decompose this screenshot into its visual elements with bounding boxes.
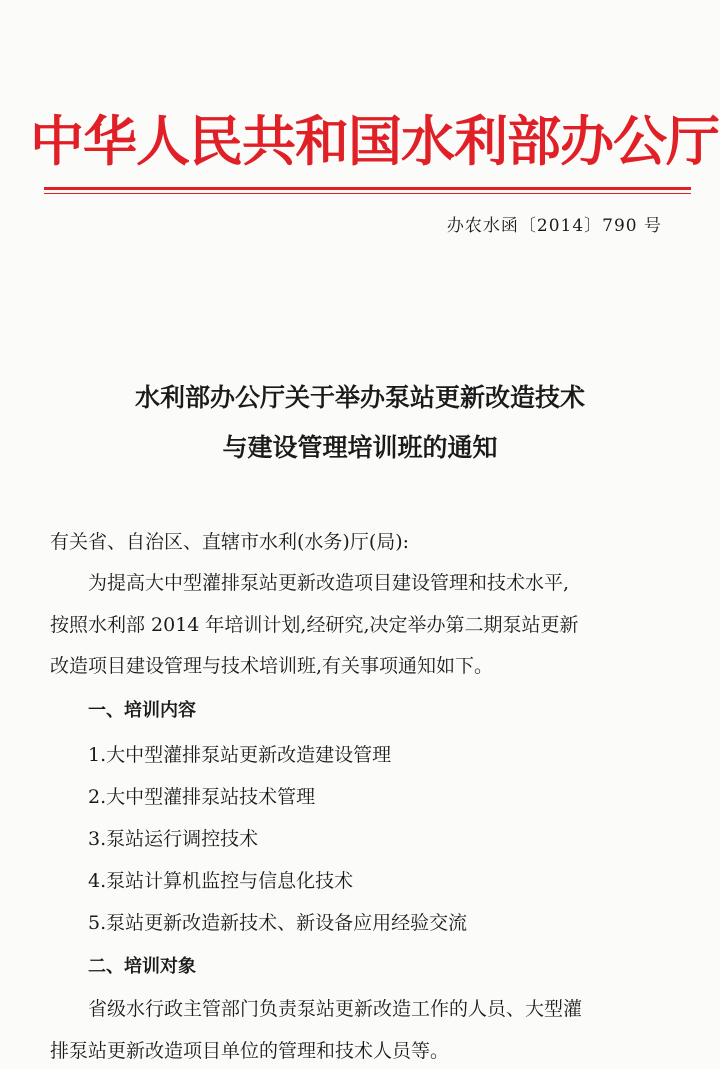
notice-title-line-2: 与建设管理培训班的通知 bbox=[222, 433, 498, 462]
salutation: 有关省、自治区、直辖市水利(水务)厅(局): bbox=[50, 531, 410, 553]
content-item-3: 3.泵站运行调控技术 bbox=[88, 828, 259, 850]
intro-line-1: 为提高大中型灌排泵站更新改造项目建设管理和技术水平, bbox=[88, 572, 570, 594]
red-header-rule-thin bbox=[44, 193, 691, 194]
content-item-2: 2.大中型灌排泵站技术管理 bbox=[88, 786, 316, 808]
content-item-5: 5.泵站更新改造新技术、新设备应用经验交流 bbox=[88, 912, 468, 934]
section-heading-training-target: 二、培训对象 bbox=[88, 956, 196, 977]
target-line-1: 省级水行政主管部门负责泵站更新改造工作的人员、大型灌 bbox=[88, 998, 583, 1020]
document-number: 办农水函〔2014〕790 号 bbox=[446, 216, 662, 236]
target-line-2: 排泵站更新改造项目单位的管理和技术人员等。 bbox=[50, 1040, 450, 1062]
content-item-1: 1.大中型灌排泵站更新改造建设管理 bbox=[88, 744, 392, 766]
section-heading-training-content: 一、培训内容 bbox=[88, 700, 196, 721]
content-item-4: 4.泵站计算机监控与信息化技术 bbox=[88, 870, 354, 892]
red-header-rule-thick bbox=[44, 187, 691, 190]
notice-title-line-1: 水利部办公厅关于举办泵站更新改造技术 bbox=[134, 383, 585, 412]
intro-line-3: 改造项目建设管理与技术培训班,有关事项通知如下。 bbox=[50, 655, 494, 677]
intro-line-2: 按照水利部 2014 年培训计划,经研究,决定举办第二期泵站更新 bbox=[50, 614, 579, 636]
issuing-office-title: 中华人民共和国水利部办公厅 bbox=[30, 110, 719, 173]
